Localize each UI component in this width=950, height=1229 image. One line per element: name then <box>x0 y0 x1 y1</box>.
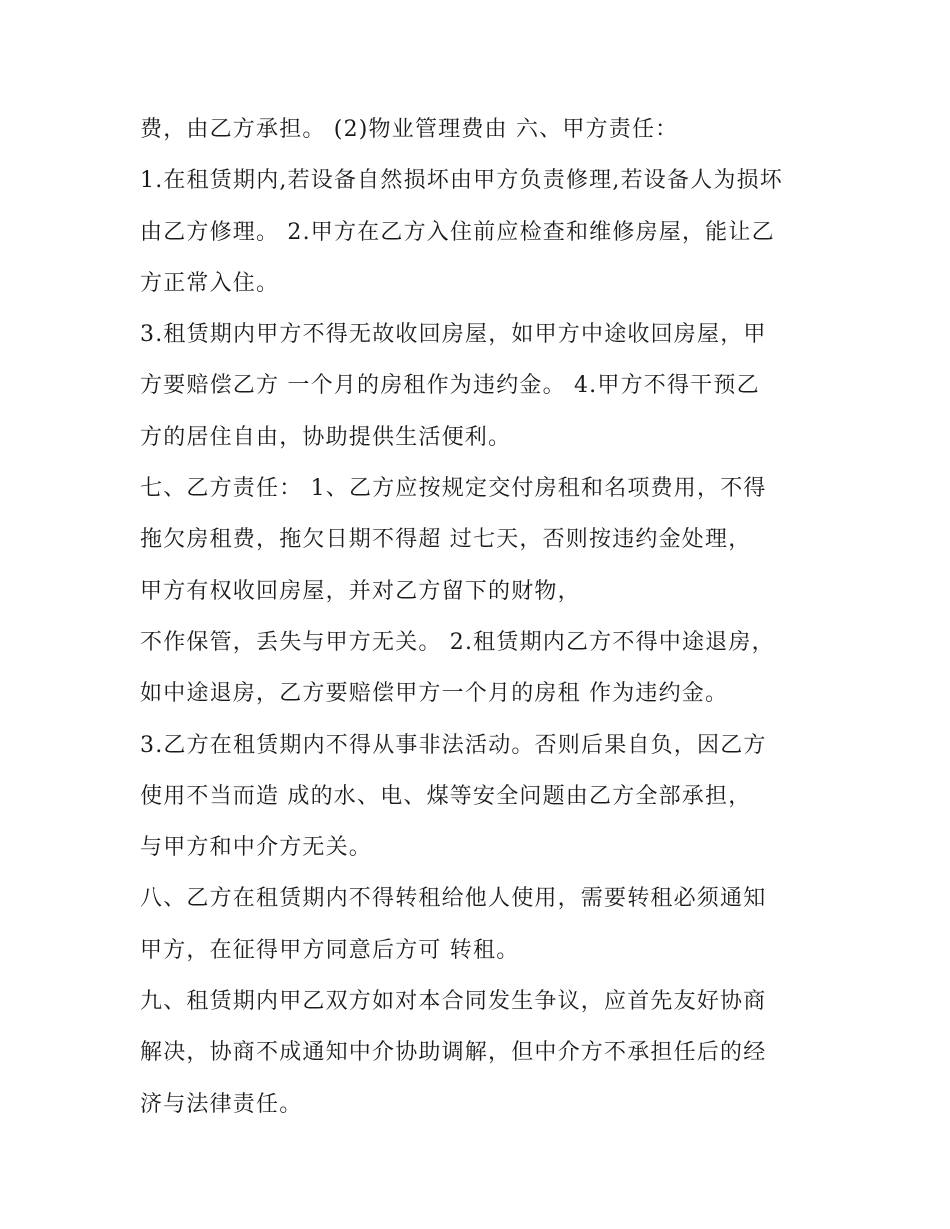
text-line: 七、乙方责任： 1、乙方应按规定交付房租和名项费用，不得 <box>140 476 767 502</box>
text-line: 与甲方和中介方无关。 <box>140 835 373 861</box>
text-line: 甲方有权收回房屋，并对乙方留下的财物， <box>140 578 581 604</box>
text-line: 3.租赁期内甲方不得无故收回房屋，如甲方中途收回房屋，甲 <box>140 322 767 348</box>
text-line: 由乙方修理。 2.甲方在乙方入住前应检查和维修房屋，能让乙 <box>140 219 775 245</box>
text-line: 1.在租赁期内,若设备自然损坏由甲方负责修理,若设备人为损坏 <box>140 168 783 194</box>
contract-text <box>140 104 830 1130</box>
text-line: 拖欠房租费，拖欠日期不得超 过七天，否则按违约金处理， <box>140 527 752 553</box>
text-line: 费，由乙方承担。 (2)物业管理费由 六、甲方责任： <box>140 117 679 142</box>
text-line: 不作保管，丢失与甲方无关。 2.租赁期内乙方不得中途退房， <box>140 629 775 655</box>
text-line: 九、租赁期内甲乙双方如对本合同发生争议，应首先友好协商 <box>140 989 767 1015</box>
text-line: 使用不当而造 成的水、电、煤等安全问题由乙方全部承担， <box>140 783 752 809</box>
text-line: 甲方，在征得甲方同意后方可 转租。 <box>140 937 520 963</box>
text-line: 方要赔偿乙方 一个月的房租作为违约金。 4.甲方不得干预乙 <box>140 373 760 399</box>
text-line: 解决，协商不成通知中介协助调解，但中介方不承担任后的经 <box>140 1040 767 1066</box>
text-line: 方的居住自由，协助提供生活便利。 <box>140 424 512 450</box>
text-line: 八、乙方在租赁期内不得转租给他人使用，需要转租必须通知 <box>140 886 767 912</box>
text-line: 方正常入住。 <box>140 270 280 296</box>
text-line: 济与法律责任。 <box>140 1091 303 1117</box>
text-line: 如中途退房，乙方要赔偿甲方一个月的房租 作为违约金。 <box>140 681 729 707</box>
text-line: 3.乙方在租赁期内不得从事非法活动。否则后果自负，因乙方 <box>140 732 767 758</box>
